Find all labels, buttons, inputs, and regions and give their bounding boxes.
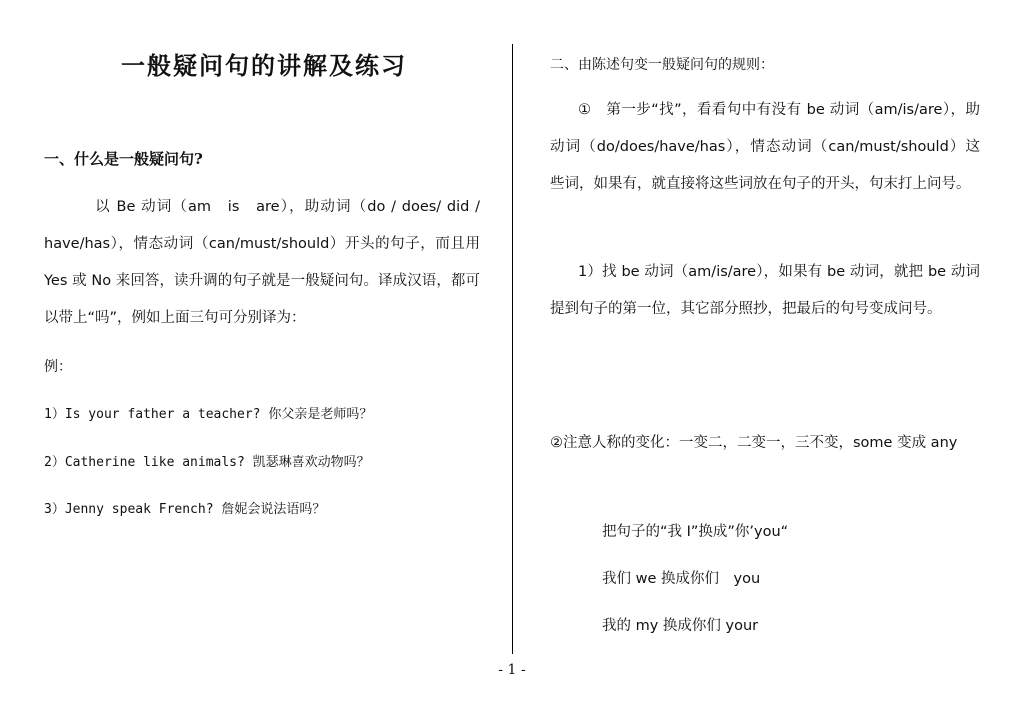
example-item xyxy=(44,498,325,517)
example-en: 1）Is your father a teacher? xyxy=(44,407,261,422)
example-item xyxy=(44,403,372,422)
step2-paragraph: ②注意人称的变化：一变二，二变一，三不变，some 变成 any xyxy=(550,435,958,451)
example-en: 3）Jenny speak French? xyxy=(44,502,214,517)
step1-paragraph: ① 第一步“找”，看看句中有没有 be 动词（am/is/are），助动词（do/does/have/has），情态动词（can/must/should）这些词，如果有，就直接将这些词放在句子的开头，句末打上问号。 xyxy=(550,102,980,192)
column-divider xyxy=(512,44,513,654)
example-cn: 你父亲是老师吗？ xyxy=(268,407,373,422)
pronoun-change-line: 我们 we 换成你们 you xyxy=(602,571,761,587)
page-number: - 1 - xyxy=(498,662,526,678)
section1-heading: 一、什么是一般疑问句? xyxy=(44,150,203,168)
example-label: 例： xyxy=(44,359,72,375)
definition-text: 以 Be 动词（am is are），助动词（do / does/ did / have/has），情态动词（can/must/should）开头的句子，而且用 Yes 或 No 来回答，读升调的句子就是一般疑问句。译成汉语，都可以带上“吗”，例如上面三句可分别译为： xyxy=(44,199,480,326)
example-cn: 凯瑟琳喜欢动物吗？ xyxy=(252,455,370,470)
pronoun-change-line: 我的 my 换成你们 your xyxy=(602,618,759,634)
definition-paragraph xyxy=(44,189,480,337)
section2-heading: 二、由陈述句变一般疑问句的规则： xyxy=(550,57,774,73)
document-title: 一般疑问句的讲解及练习 xyxy=(121,51,407,80)
example-item xyxy=(44,451,370,470)
example-cn: 詹妮会说法语吗？ xyxy=(221,502,326,517)
pronoun-change-line: 把句子的“我 I”换成”你’you“ xyxy=(602,524,789,540)
step1-detail-paragraph: 1）找 be 动词（am/is/are），如果有 be 动词，就把 be 动词提到句子的第一位，其它部分照抄，把最后的句号变成问号。 xyxy=(550,264,980,317)
example-en: 2）Catherine like animals? xyxy=(44,455,245,470)
